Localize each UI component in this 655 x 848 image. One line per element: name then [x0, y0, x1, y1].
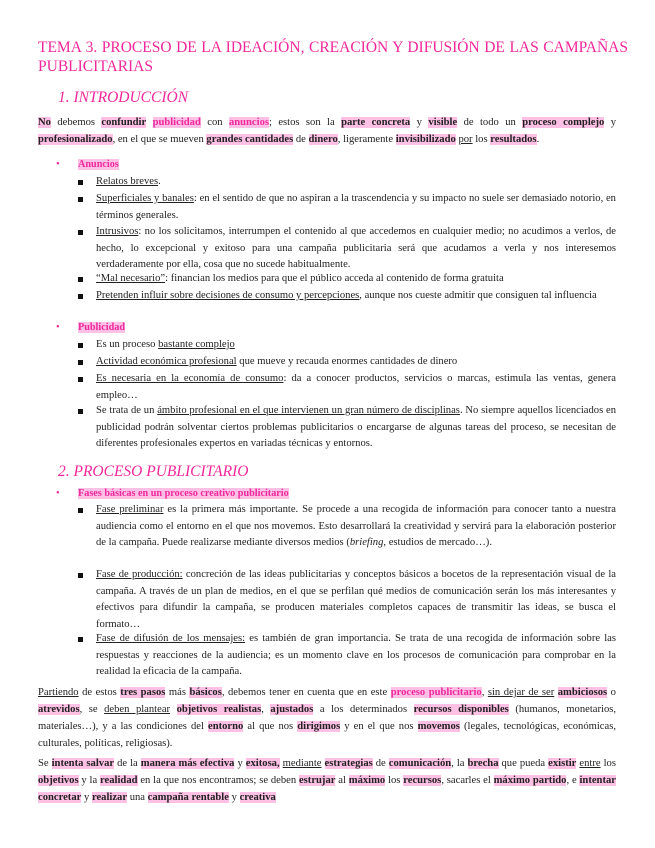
anuncios-item-5: Pretenden influir sobre decisiones de consumo y percepciones, aunque nos cueste admitir que consiguen tal influencia: [96, 288, 616, 305]
publicidad-item-3: Es necesaria en la economía de consumo: da a conocer productos, servicios o marcas, estimula las ventas, genera empleo…: [96, 371, 616, 404]
fase-difusion: Fase de difusión de los mensajes: es también de gran importancia. Se trata de una recogida de información sobre las respuestas y reacciones de la audiencia; es un momento clave en los procesos de comunicación para comprobar en la realidad la eficacia de la campaña.: [96, 631, 616, 681]
paragraph-intenta: Se intenta salvar de la manera más efectiva y exitosa, mediante estrategias de comunicación, la brecha que pueda existir entre los objetivos y la realidad en la que nos encontramos; se deben estrujar al máximo los recursos, sacarles el máximo partido, e intentar concretar y realizar una campaña rentable y creativa: [38, 758, 616, 803]
intro-paragraph: No debemos confundir publicidad con anuncios; estos son la parte concreta y visible de todo un proceso complejo y profesionalizado, en el que se mueven grandes cantidades de dinero, ligeramente invisibilizado por los resultados.: [38, 117, 616, 145]
fase-produccion: Fase de producción: concreción de las ideas publicitarias y conceptos básicos a bocetos de la representación visual de la campaña. A través de un plan de medios, en el que se perfilan qué medios de comunicación serán los más interesantes y efectivos para difundir la campaña, se producen materiales completos capaces de transmitir las ideas, se busca el formato…: [96, 567, 616, 633]
anuncios-item-3: Intrusivos: no los solicitamos, interrumpen el contenido al que accedemos en cualquier medio; no acudimos a verlos, de hecho, lo excepcional y exitoso para una campaña publicitaria será que acudamos a verla y nos interesemos verdaderamente por ella, cosa que no sucede habitualmente.: [96, 224, 616, 274]
paragraph-partiendo: Partiendo de estos tres pasos más básicos, debemos tener en cuenta que en este proceso publicitario, sin dejar de ser ambiciosos o atrevidos, se deben plantear objetivos realistas, ajustados a los determinados recursos disponibles (humanos, monetarios, materiales…), y a las condiciones del entorno al que nos dirigimos y en el que nos movemos (legales, tecnológicas, económicas, culturales, políticas, religiosas).: [38, 687, 617, 749]
anuncios-item-1: Relatos breves.: [96, 174, 616, 191]
anuncios-item-4: “Mal necesario”: financian los medios para que el público acceda al contenido de forma gratuita: [96, 271, 616, 288]
section-heading-introduccion: 1. INTRODUCCIÓN: [58, 89, 189, 106]
bullet-anuncios: • Anuncios: [56, 159, 119, 170]
bullet-publicidad: • Publicidad: [56, 322, 125, 333]
document-title: TEMA 3. PROCESO DE LA IDEACIÓN, CREACIÓN Y DIFUSIÓN DE LAS CAMPAÑAS PUBLICITARIAS: [38, 39, 628, 75]
bullet-fases: • Fases básicas en un proceso creativo publicitario: [56, 488, 289, 499]
publicidad-item-2: Actividad económica profesional que mueve y recauda enormes cantidades de dinero: [96, 354, 616, 371]
fase-preliminar: Fase preliminar es la primera más importante. Se procede a una recogida de información para conocer tanto a nuestra audiencia como el entorno en el que nos movemos. Esto desarrollará la creatividad y servirá para la elaboración posterior de la campaña. Puede realizarse mediante diversos medios (briefing, estudios de mercado…).: [96, 502, 616, 552]
anuncios-item-2: Superficiales y banales: en el sentido de que no aspiran a la trascendencia y su impacto no suele ser demasiado notorio, en términos generales.: [96, 191, 616, 224]
publicidad-item-4: Se trata de un ámbito profesional en el que intervienen un gran número de disciplinas. No siempre aquellos licenciados en publicidad podrán solventar ciertos problemas publicitarios o encargarse de algunas tareas del proceso, se necesitan de diferentes profesionales expertos en variadas técnicas y entornos.: [96, 403, 616, 453]
publicidad-item-1: Es un proceso bastante complejo: [96, 337, 616, 354]
section-heading-proceso: 2. PROCESO PUBLICITARIO: [58, 463, 249, 480]
